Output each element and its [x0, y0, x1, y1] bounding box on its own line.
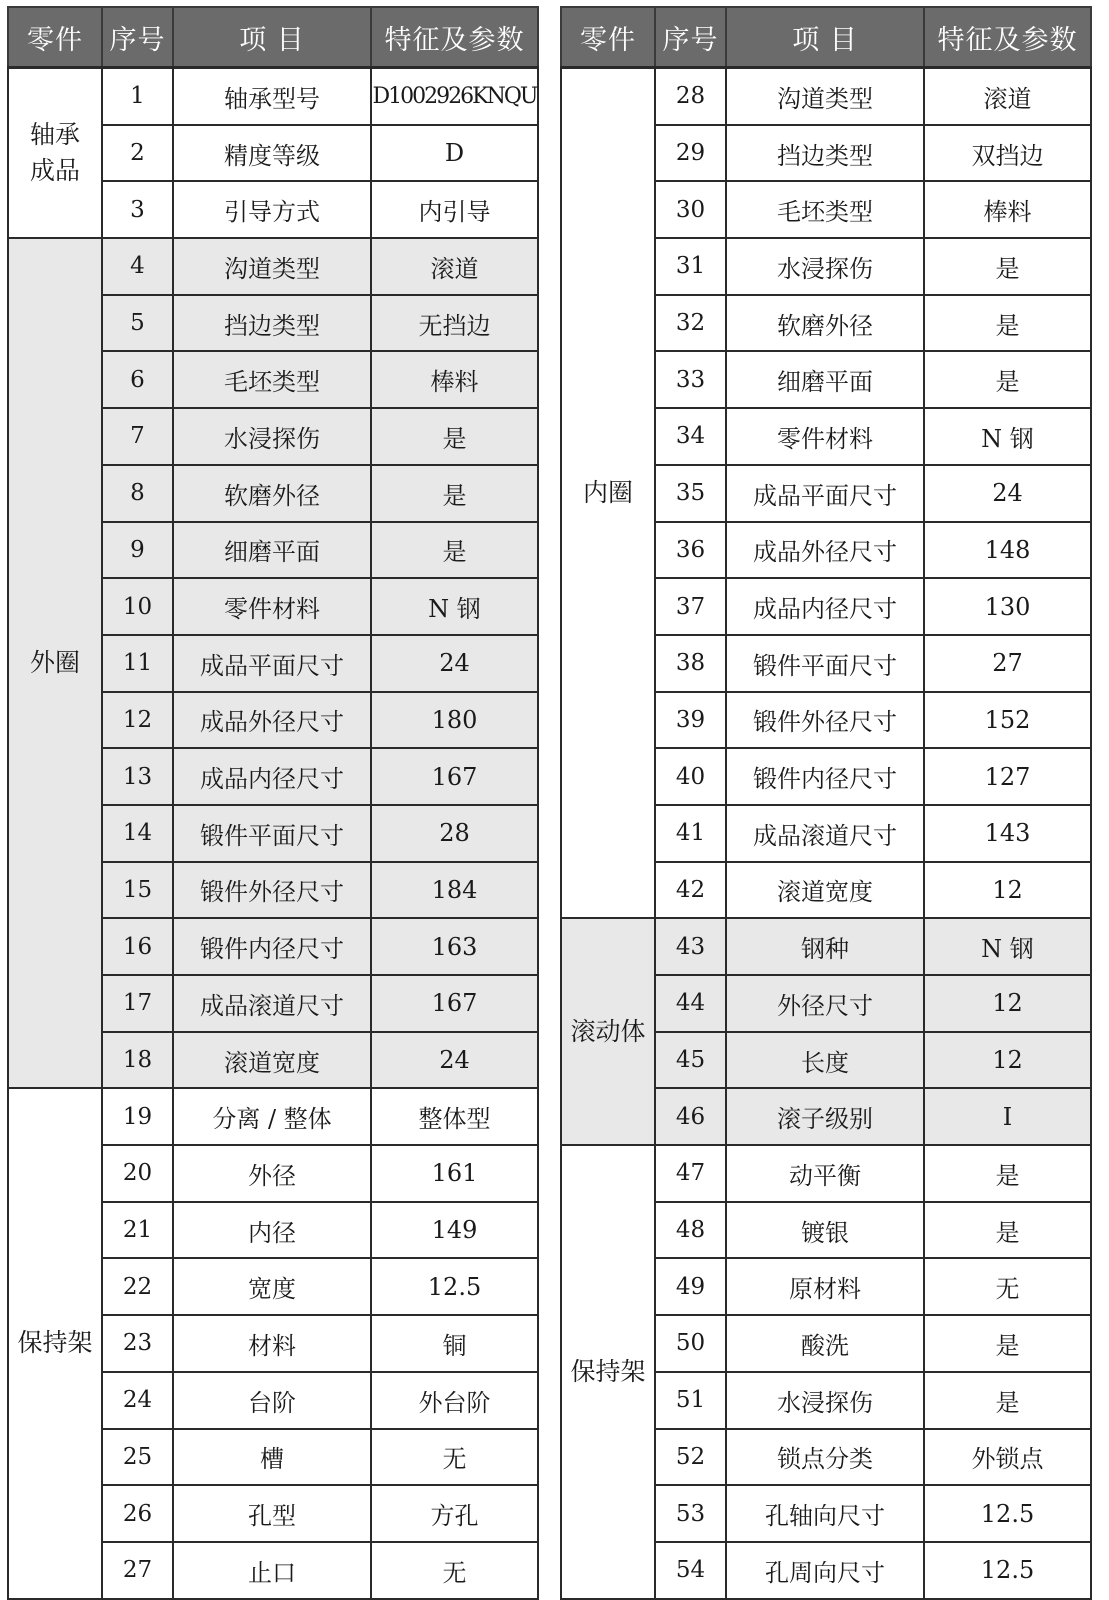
right-table-panel [560, 6, 1092, 1600]
item-name-cell: 成品外径尺寸 [173, 692, 371, 749]
item-name-cell: 成品外径尺寸 [726, 522, 924, 579]
item-value-cell: 149 [371, 1202, 538, 1259]
row-number-cell: 49 [655, 1258, 726, 1315]
row-number-cell: 32 [655, 295, 726, 352]
row-number-cell: 2 [102, 125, 173, 182]
row-number-cell: 15 [102, 862, 173, 919]
header-item: 项 目 [726, 7, 924, 68]
item-value-cell: D1002926KNQU [371, 68, 538, 125]
part-group-cell: 外圈 [8, 238, 102, 1088]
item-value-cell: 167 [371, 748, 538, 805]
row-number-cell: 7 [102, 408, 173, 465]
row-number-cell: 21 [102, 1202, 173, 1259]
item-value-cell: 24 [371, 1032, 538, 1089]
item-name-cell: 轴承型号 [173, 68, 371, 125]
row-number-cell: 42 [655, 862, 726, 919]
item-value-cell: 棒料 [924, 181, 1091, 238]
item-name-cell: 滚道宽度 [726, 862, 924, 919]
item-value-cell: 12.5 [371, 1258, 538, 1315]
part-group-cell: 轴承 成品 [8, 68, 102, 239]
item-value-cell: 是 [371, 522, 538, 579]
item-value-cell: 28 [371, 805, 538, 862]
item-name-cell: 外径 [173, 1145, 371, 1202]
row-number-cell: 37 [655, 578, 726, 635]
item-name-cell: 宽度 [173, 1258, 371, 1315]
item-name-cell: 孔轴向尺寸 [726, 1485, 924, 1542]
item-value-cell: 163 [371, 918, 538, 975]
item-value-cell: N 钢 [924, 918, 1091, 975]
row-number-cell: 52 [655, 1429, 726, 1486]
item-value-cell: 整体型 [371, 1088, 538, 1145]
item-value-cell: 是 [371, 408, 538, 465]
right-parameter-table [560, 6, 1092, 1600]
header-no: 序号 [655, 7, 726, 68]
item-name-cell: 精度等级 [173, 125, 371, 182]
item-name-cell: 细磨平面 [726, 351, 924, 408]
item-value-cell: 27 [924, 635, 1091, 692]
row-number-cell: 47 [655, 1145, 726, 1202]
item-name-cell: 软磨外径 [173, 465, 371, 522]
item-name-cell: 沟道类型 [173, 238, 371, 295]
item-name-cell: 水浸探伤 [726, 238, 924, 295]
row-number-cell: 3 [102, 181, 173, 238]
item-name-cell: 成品平面尺寸 [173, 635, 371, 692]
row-number-cell: 18 [102, 1032, 173, 1089]
item-value-cell: 12 [924, 1032, 1091, 1089]
row-number-cell: 5 [102, 295, 173, 352]
item-value-cell: 143 [924, 805, 1091, 862]
table-row [561, 918, 1091, 975]
item-name-cell: 槽 [173, 1429, 371, 1486]
item-value-cell: 滚道 [924, 68, 1091, 125]
item-value-cell: 24 [924, 465, 1091, 522]
item-value-cell: 127 [924, 748, 1091, 805]
item-value-cell: 12 [924, 862, 1091, 919]
part-group-cell: 保持架 [8, 1088, 102, 1598]
row-number-cell: 40 [655, 748, 726, 805]
item-name-cell: 挡边类型 [726, 125, 924, 182]
item-name-cell: 孔型 [173, 1485, 371, 1542]
item-name-cell: 止口 [173, 1542, 371, 1599]
header-no: 序号 [102, 7, 173, 68]
row-number-cell: 43 [655, 918, 726, 975]
left-table-panel [7, 6, 539, 1600]
item-value-cell: 无 [371, 1429, 538, 1486]
table-row [8, 1088, 538, 1145]
item-value-cell: N 钢 [371, 578, 538, 635]
item-name-cell: 镀银 [726, 1202, 924, 1259]
item-value-cell: 是 [371, 465, 538, 522]
item-name-cell: 成品内径尺寸 [726, 578, 924, 635]
item-name-cell: 引导方式 [173, 181, 371, 238]
row-number-cell: 27 [102, 1542, 173, 1599]
item-value-cell: 无挡边 [371, 295, 538, 352]
item-name-cell: 锻件内径尺寸 [173, 918, 371, 975]
item-name-cell: 滚道宽度 [173, 1032, 371, 1089]
row-number-cell: 25 [102, 1429, 173, 1486]
item-value-cell: 外台阶 [371, 1372, 538, 1429]
row-number-cell: 12 [102, 692, 173, 749]
row-number-cell: 33 [655, 351, 726, 408]
item-name-cell: 动平衡 [726, 1145, 924, 1202]
item-name-cell: 滚子级别 [726, 1088, 924, 1145]
item-name-cell: 毛坯类型 [173, 351, 371, 408]
row-number-cell: 28 [655, 68, 726, 125]
item-value-cell: 是 [924, 1145, 1091, 1202]
row-number-cell: 36 [655, 522, 726, 579]
item-value-cell: 方孔 [371, 1485, 538, 1542]
item-name-cell: 台阶 [173, 1372, 371, 1429]
header-row [561, 7, 1091, 68]
row-number-cell: 26 [102, 1485, 173, 1542]
row-number-cell: 16 [102, 918, 173, 975]
left-parameter-table [7, 6, 539, 1600]
row-number-cell: 17 [102, 975, 173, 1032]
item-name-cell: 零件材料 [173, 578, 371, 635]
item-value-cell: I [924, 1088, 1091, 1145]
row-number-cell: 11 [102, 635, 173, 692]
item-name-cell: 锻件外径尺寸 [173, 862, 371, 919]
item-name-cell: 原材料 [726, 1258, 924, 1315]
item-value-cell: 12.5 [924, 1542, 1091, 1599]
row-number-cell: 48 [655, 1202, 726, 1259]
item-value-cell: 180 [371, 692, 538, 749]
part-group-cell: 内圈 [561, 68, 655, 919]
row-number-cell: 4 [102, 238, 173, 295]
part-group-cell: 保持架 [561, 1145, 655, 1599]
item-value-cell: 双挡边 [924, 125, 1091, 182]
row-number-cell: 51 [655, 1372, 726, 1429]
header-item: 项 目 [173, 7, 371, 68]
part-group-cell: 滚动体 [561, 918, 655, 1145]
item-value-cell: 24 [371, 635, 538, 692]
item-name-cell: 细磨平面 [173, 522, 371, 579]
row-number-cell: 34 [655, 408, 726, 465]
row-number-cell: 22 [102, 1258, 173, 1315]
item-value-cell: D [371, 125, 538, 182]
item-name-cell: 长度 [726, 1032, 924, 1089]
item-value-cell: 棒料 [371, 351, 538, 408]
item-value-cell: 是 [924, 295, 1091, 352]
item-name-cell: 材料 [173, 1315, 371, 1372]
table-row [561, 1145, 1091, 1202]
row-number-cell: 9 [102, 522, 173, 579]
item-name-cell: 锻件平面尺寸 [726, 635, 924, 692]
item-name-cell: 沟道类型 [726, 68, 924, 125]
item-name-cell: 毛坯类型 [726, 181, 924, 238]
item-name-cell: 软磨外径 [726, 295, 924, 352]
table-row [561, 68, 1091, 125]
item-name-cell: 分离 / 整体 [173, 1088, 371, 1145]
item-value-cell: 148 [924, 522, 1091, 579]
item-value-cell: 是 [924, 351, 1091, 408]
row-number-cell: 38 [655, 635, 726, 692]
item-name-cell: 酸洗 [726, 1315, 924, 1372]
item-value-cell: 滚道 [371, 238, 538, 295]
item-value-cell: 铜 [371, 1315, 538, 1372]
item-value-cell: 无 [924, 1258, 1091, 1315]
item-name-cell: 水浸探伤 [173, 408, 371, 465]
table-row [8, 68, 538, 125]
row-number-cell: 46 [655, 1088, 726, 1145]
header-value: 特征及参数 [924, 7, 1091, 68]
item-value-cell: 是 [924, 238, 1091, 295]
row-number-cell: 53 [655, 1485, 726, 1542]
item-name-cell: 内径 [173, 1202, 371, 1259]
item-name-cell: 锻件外径尺寸 [726, 692, 924, 749]
item-name-cell: 成品滚道尺寸 [726, 805, 924, 862]
item-name-cell: 孔周向尺寸 [726, 1542, 924, 1599]
item-name-cell: 成品平面尺寸 [726, 465, 924, 522]
item-value-cell: 外锁点 [924, 1429, 1091, 1486]
row-number-cell: 13 [102, 748, 173, 805]
row-number-cell: 24 [102, 1372, 173, 1429]
row-number-cell: 20 [102, 1145, 173, 1202]
item-value-cell: 无 [371, 1542, 538, 1599]
item-name-cell: 锻件平面尺寸 [173, 805, 371, 862]
row-number-cell: 31 [655, 238, 726, 295]
item-value-cell: 是 [924, 1315, 1091, 1372]
item-name-cell: 水浸探伤 [726, 1372, 924, 1429]
item-name-cell: 零件材料 [726, 408, 924, 465]
row-number-cell: 54 [655, 1542, 726, 1599]
item-value-cell: N 钢 [924, 408, 1091, 465]
item-value-cell: 12 [924, 975, 1091, 1032]
item-value-cell: 161 [371, 1145, 538, 1202]
item-name-cell: 钢种 [726, 918, 924, 975]
item-value-cell: 内引导 [371, 181, 538, 238]
row-number-cell: 29 [655, 125, 726, 182]
row-number-cell: 19 [102, 1088, 173, 1145]
item-name-cell: 挡边类型 [173, 295, 371, 352]
item-name-cell: 外径尺寸 [726, 975, 924, 1032]
item-name-cell: 锻件内径尺寸 [726, 748, 924, 805]
item-value-cell: 130 [924, 578, 1091, 635]
header-value: 特征及参数 [371, 7, 538, 68]
row-number-cell: 44 [655, 975, 726, 1032]
item-value-cell: 12.5 [924, 1485, 1091, 1542]
row-number-cell: 41 [655, 805, 726, 862]
item-value-cell: 184 [371, 862, 538, 919]
row-number-cell: 35 [655, 465, 726, 522]
table-row [8, 238, 538, 295]
item-value-cell: 是 [924, 1372, 1091, 1429]
row-number-cell: 8 [102, 465, 173, 522]
header-row [8, 7, 538, 68]
item-value-cell: 167 [371, 975, 538, 1032]
row-number-cell: 6 [102, 351, 173, 408]
row-number-cell: 45 [655, 1032, 726, 1089]
row-number-cell: 50 [655, 1315, 726, 1372]
row-number-cell: 1 [102, 68, 173, 125]
item-name-cell: 成品滚道尺寸 [173, 975, 371, 1032]
row-number-cell: 10 [102, 578, 173, 635]
row-number-cell: 14 [102, 805, 173, 862]
row-number-cell: 39 [655, 692, 726, 749]
item-name-cell: 锁点分类 [726, 1429, 924, 1486]
item-value-cell: 152 [924, 692, 1091, 749]
row-number-cell: 23 [102, 1315, 173, 1372]
row-number-cell: 30 [655, 181, 726, 238]
header-part: 零件 [561, 7, 655, 68]
header-part: 零件 [8, 7, 102, 68]
item-value-cell: 是 [924, 1202, 1091, 1259]
item-name-cell: 成品内径尺寸 [173, 748, 371, 805]
